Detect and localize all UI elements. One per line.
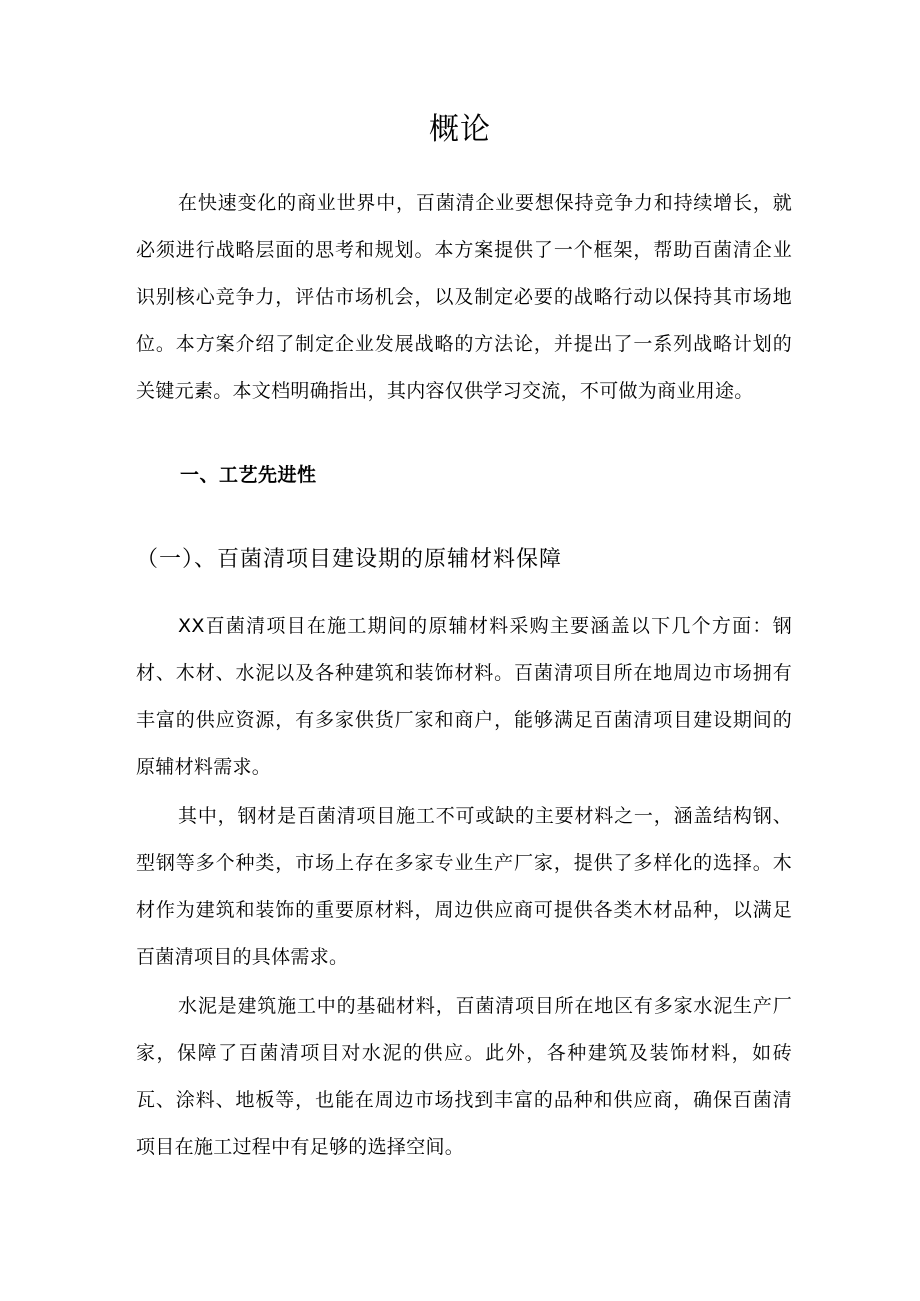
body-paragraph-3: 水泥是建筑施工中的基础材料，百菌清项目所在地区有多家水泥生产厂家，保障了百菌清项目对水泥的供应。此外，各种建筑及装饰材料，如砖瓦、涂料、地板等，也能在周边市场找到丰富的品种和供应商，确保百菌清项目在施工过程中有足够的选择空间。 — [136, 995, 792, 1158]
body-paragraph-1: XX百菌清项目在施工期间的原辅材料采购主要涵盖以下几个方面：钢材、木材、水泥以及各种建筑和装饰材料。百菌清项目所在地周边市场拥有丰富的供应资源，有多家供货厂家和商户，能够满足百菌清项目建设期间的原辅材料需求。 — [136, 615, 792, 778]
subsection-heading: （一）、百菌清项目建设期的原辅材料保障 — [136, 547, 563, 572]
body-paragraph-2: 其中，钢材是百菌清项目施工不可或缺的主要材料之一，涵盖结构钢、型钢等多个种类，市场上存在多家专业生产厂家，提供了多样化的选择。木材作为建筑和装饰的重要原材料，周边供应商可提供各类木材品种，以满足百菌清项目的具体需求。 — [136, 805, 792, 968]
intro-paragraph: 在快速变化的商业世界中，百菌清企业要想保持竞争力和持续增长，就必须进行战略层面的思考和规划。本方案提供了一个框架，帮助百菌清企业识别核心竞争力，评估市场机会，以及制定必要的战略行动以保持其市场地位。本方案介绍了制定企业发展战略的方法论，并提出了一系列战略计划的关键元素。本文档明确指出，其内容仅供学习交流，不可做为商业用途。 — [136, 192, 792, 402]
page-title: 概论 — [429, 112, 491, 147]
section-heading: 一、工艺先进性 — [180, 464, 317, 486]
